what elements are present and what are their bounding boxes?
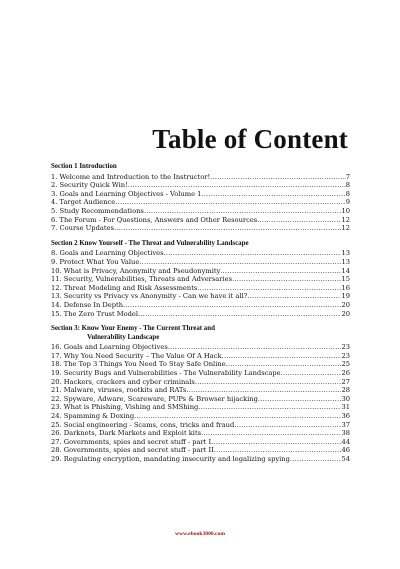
dot-leader (198, 403, 341, 412)
toc-entry-title: 7. Course Updates (51, 224, 114, 233)
dot-leader (168, 343, 342, 352)
dot-leader (138, 310, 341, 319)
toc-entry-page-number: 13 (341, 249, 350, 258)
toc-entry[interactable] (51, 446, 350, 455)
footer-watermark: www.ebook3000.com (174, 531, 226, 537)
toc-entry[interactable] (51, 224, 350, 233)
toc-entry-title: 23. What is Phishing, Vishing and SMShing (51, 403, 199, 412)
toc-entry-title: 22. Spyware, Adware, Scareware, PUPs & Browser hijacking (51, 394, 258, 403)
toc-section (51, 163, 350, 233)
toc-entry-page-number: 15 (341, 275, 350, 284)
toc-entry-title: 15. The Zero Trust Model (51, 309, 139, 318)
toc-entry[interactable] (51, 438, 350, 447)
toc-entry-page-number: 14 (341, 266, 350, 275)
toc-entry-page-number: 36 (341, 412, 350, 421)
toc-entry-title: 2. Security Quick Win! (51, 181, 128, 190)
toc-section (51, 325, 350, 464)
section-heading (51, 325, 350, 342)
toc-entry[interactable] (51, 386, 350, 395)
toc-entry[interactable] (51, 198, 350, 207)
toc-section (51, 240, 350, 318)
toc-entry-title: 12. Threat Modeling and Risk Assessments (51, 283, 198, 292)
toc-entry[interactable] (51, 284, 350, 293)
toc-entry[interactable] (51, 395, 350, 404)
toc-entry-title: 8. Goals and Learning Objectives (51, 249, 164, 258)
dot-leader (290, 455, 342, 464)
toc-entry[interactable] (51, 429, 350, 438)
toc-entry[interactable] (51, 360, 350, 369)
toc-entry[interactable] (51, 301, 350, 310)
toc-entry-page-number: 19 (341, 292, 350, 301)
toc-entry[interactable] (51, 455, 350, 464)
toc-entry[interactable] (51, 216, 350, 225)
toc-entry-title: 28. Governments, spies and secret stuff - part II (51, 446, 214, 455)
toc-entry-title: 6. The Forum - For Questions, Answers and Other Resources (51, 215, 258, 224)
toc-entry-title: 17. Why You Need Security – The Value Of A Hack (51, 351, 222, 360)
dot-leader (232, 275, 341, 284)
toc-entry-page-number: 25 (341, 360, 350, 369)
dot-leader (201, 429, 341, 438)
section-heading (51, 240, 350, 249)
dot-leader (114, 224, 342, 233)
toc-entry-page-number: 30 (341, 394, 350, 403)
toc-entry-title: 4. Target Audience (51, 198, 116, 207)
dot-leader (139, 258, 341, 267)
dot-leader (234, 421, 341, 430)
toc-entry-page-number: 44 (341, 437, 350, 446)
dot-leader (220, 267, 341, 276)
dot-leader (201, 190, 345, 199)
dot-leader (186, 386, 341, 395)
toc-entry-page-number: 20 (341, 300, 350, 309)
toc-entry-page-number: 16 (341, 283, 350, 292)
toc-entry-page-number: 9 (345, 198, 350, 207)
toc-entry-title: 20. Hackers, crackers and cyber criminals (51, 377, 195, 386)
toc-entry-title: 27. Governments, spies and secret stuff - part I (51, 437, 212, 446)
toc-entry-page-number: 13 (341, 257, 350, 266)
page-title: Table of Content (152, 124, 348, 154)
dot-leader (258, 395, 342, 404)
toc-entry[interactable] (51, 190, 350, 199)
toc-entry-page-number: 38 (341, 429, 350, 438)
toc-entry-page-number: 27 (341, 377, 350, 386)
toc-entry-page-number: 28 (341, 386, 350, 395)
toc-entry-title: 29. Regulating encryption, mandating insecurity and legalizing spying (51, 455, 290, 463)
toc-entry[interactable] (51, 173, 350, 182)
dot-leader (128, 181, 346, 190)
toc-entry-page-number: 46 (341, 446, 350, 455)
toc-entry[interactable] (51, 258, 350, 267)
section-heading-text: Section 3: Know Your Enemy - The Current Threat and (51, 325, 215, 333)
toc-entry[interactable] (51, 421, 350, 430)
toc-entry-page-number: 12 (341, 224, 350, 233)
section-heading-text: Section 1 Introduction (51, 163, 117, 170)
toc-entry-page-number: 31 (341, 403, 350, 412)
dot-leader (226, 360, 342, 369)
toc-entry-title: 26. Darknets, Dark Markets and Exploit kits (51, 429, 202, 438)
dot-leader (115, 198, 346, 207)
dot-leader (211, 438, 341, 447)
toc-entry[interactable] (51, 378, 350, 387)
toc-entry-page-number: 10 (341, 206, 350, 215)
toc-entry-title: 24. Spamming & Doxing (51, 412, 135, 421)
dot-leader (144, 207, 342, 216)
dot-leader (222, 352, 342, 361)
toc-entry[interactable] (51, 310, 350, 319)
table-of-contents (51, 163, 350, 471)
toc-entry-page-number: 20 (341, 309, 350, 318)
toc-entry-title: 9. Protect What You Value (51, 257, 140, 266)
toc-entry-page-number: 26 (341, 369, 350, 378)
dot-leader (134, 412, 341, 421)
dot-leader (247, 292, 341, 301)
toc-entry-page-number: 8 (345, 181, 350, 190)
dot-leader (195, 378, 342, 387)
toc-entry-title: 18. The Top 3 Things You Need To Stay Safe Online (51, 360, 226, 369)
toc-entry-page-number: 23 (341, 351, 350, 360)
toc-entry-title: 1. Welcome and Introduction to the Instructor! (51, 172, 211, 181)
toc-entry-title: 16. Goals and Learning Objectives (51, 343, 168, 352)
toc-entry-page-number: 23 (341, 343, 350, 352)
dot-leader (164, 249, 342, 258)
dot-leader (281, 369, 342, 378)
dot-leader (197, 284, 341, 293)
toc-entry[interactable] (51, 181, 350, 190)
toc-entry[interactable] (51, 403, 350, 412)
toc-entry-title: 3. Goals and Learning Objectives - Volume 1 (51, 189, 202, 198)
toc-entry-page-number: 7 (345, 172, 350, 181)
toc-entry[interactable] (51, 369, 350, 378)
toc-entry-title: 10. What is Privacy, Anonymity and Pseudonymity (51, 266, 221, 275)
section-heading (51, 163, 350, 172)
toc-entry[interactable] (51, 343, 350, 352)
toc-entry-title: 25. Social engineering - Scams, cons, tricks and fraud (51, 420, 235, 429)
toc-entry[interactable] (51, 267, 350, 276)
toc-entry[interactable] (51, 275, 350, 284)
toc-entry-title: 5. Study Recommendations (51, 206, 144, 215)
toc-entry[interactable] (51, 352, 350, 361)
dot-leader (123, 301, 341, 310)
toc-entry-title: 11. Security, Vulnerabilities, Threats and Adversaries (51, 275, 233, 284)
toc-entry-page-number: 54 (341, 455, 350, 463)
section-heading-continuation: Vulnerability Landscape (87, 333, 160, 341)
toc-entry-title: 21. Malware, viruses, rootkits and RATs (51, 386, 187, 395)
toc-entry[interactable] (51, 292, 350, 301)
dot-leader (210, 173, 346, 182)
toc-entry-page-number: 8 (345, 189, 350, 198)
dot-leader (214, 446, 342, 455)
section-heading-text: Section 2 Know Yourself - The Threat and Vulnerability Landscape (51, 239, 249, 247)
toc-entry[interactable] (51, 207, 350, 216)
toc-entry-title: 13. Security vs Privacy vs Anonymity - Can we have it all? (51, 292, 248, 301)
toc-entry-page-number: 12 (341, 215, 350, 224)
toc-entry-page-number: 37 (341, 420, 350, 429)
toc-entry-title: 19. Security Bugs and Vulnerabilities - The Vulnerability Landscape (51, 369, 281, 378)
toc-entry[interactable] (51, 249, 350, 258)
dot-leader (257, 216, 341, 225)
toc-entry[interactable] (51, 412, 350, 421)
toc-entry-title: 14. Defense In Depth (51, 300, 124, 309)
